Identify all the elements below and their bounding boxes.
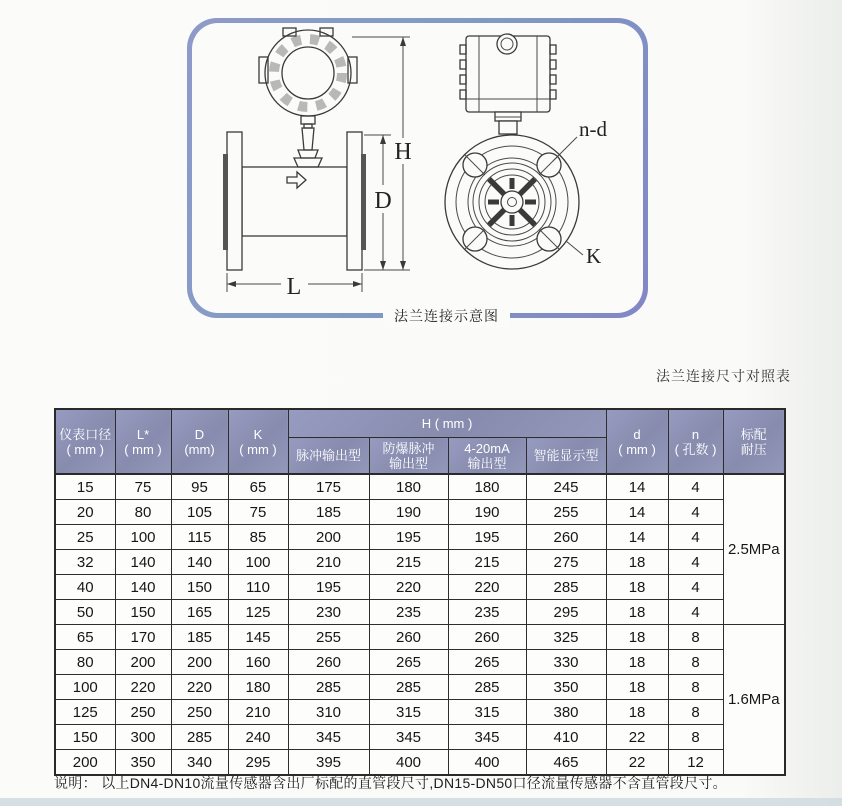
table-cell: 300 bbox=[115, 725, 171, 750]
table-cell: 8 bbox=[668, 650, 723, 675]
table-cell: 14 bbox=[606, 525, 668, 550]
table-row bbox=[55, 650, 785, 675]
table-cell: 145 bbox=[228, 625, 288, 650]
stem-foot-lower bbox=[294, 158, 322, 167]
table-cell: 315 bbox=[369, 700, 448, 725]
table-cell: 295 bbox=[228, 750, 288, 776]
col-header-D: D (mm) bbox=[171, 409, 228, 474]
table-cell: 80 bbox=[55, 650, 115, 675]
table-cell: 315 bbox=[448, 700, 526, 725]
table-cell: 200 bbox=[288, 525, 369, 550]
table-row bbox=[55, 700, 785, 725]
table-title: 法兰连接尺寸对照表 bbox=[656, 368, 791, 384]
table-cell: 160 bbox=[228, 650, 288, 675]
table-cell: 4 bbox=[668, 474, 723, 500]
table-cell: 18 bbox=[606, 650, 668, 675]
col-header-diameter: 仪表口径 ( mm ) bbox=[55, 409, 115, 474]
table-cell: 110 bbox=[228, 575, 288, 600]
table-cell: 65 bbox=[55, 625, 115, 650]
table-cell: 25 bbox=[55, 525, 115, 550]
table-cell: 410 bbox=[526, 725, 606, 750]
col-header-n: n ( 孔数 ) bbox=[668, 409, 723, 474]
table-cell: 180 bbox=[448, 474, 526, 500]
table-cell: 310 bbox=[288, 700, 369, 725]
diagram-caption: 法兰连接示意图 bbox=[383, 305, 510, 327]
table-cell: 12 bbox=[668, 750, 723, 776]
table-cell: 250 bbox=[115, 700, 171, 725]
dimension-label-H: H bbox=[394, 139, 412, 165]
table-cell: 4 bbox=[668, 550, 723, 575]
table-cell: 180 bbox=[228, 675, 288, 700]
table-cell: 18 bbox=[606, 675, 668, 700]
table-cell: 18 bbox=[606, 625, 668, 650]
table-cell: 325 bbox=[526, 625, 606, 650]
subcol-header-pulse: 脉冲输出型 bbox=[288, 438, 369, 475]
table-cell: 14 bbox=[606, 500, 668, 525]
table-row bbox=[55, 675, 785, 700]
table-cell: 195 bbox=[288, 575, 369, 600]
table-cell: 140 bbox=[171, 550, 228, 575]
table-cell: 100 bbox=[55, 675, 115, 700]
annotation-n-d bbox=[553, 117, 607, 161]
table-cell: 150 bbox=[171, 575, 228, 600]
housing-rib bbox=[460, 90, 466, 99]
table-cell: 340 bbox=[171, 750, 228, 776]
table-header bbox=[55, 409, 785, 474]
table-cell: 260 bbox=[369, 625, 448, 650]
neck-stem bbox=[499, 121, 517, 134]
table-row bbox=[55, 600, 785, 625]
table-cell: 85 bbox=[228, 525, 288, 550]
table-cell: 15 bbox=[55, 474, 115, 500]
table-cell: 260 bbox=[288, 650, 369, 675]
scan-edge-strip bbox=[0, 798, 842, 806]
table-cell: 8 bbox=[668, 700, 723, 725]
table-cell: 220 bbox=[369, 575, 448, 600]
table-cell: 400 bbox=[369, 750, 448, 776]
stem-taper bbox=[302, 128, 314, 150]
table-cell: 20 bbox=[55, 500, 115, 525]
table-cell: 265 bbox=[369, 650, 448, 675]
table-cell: 220 bbox=[115, 675, 171, 700]
table-cell: 175 bbox=[288, 474, 369, 500]
table-cell: 8 bbox=[668, 675, 723, 700]
label-n-d: n-d bbox=[579, 117, 607, 141]
table-cell: 65 bbox=[228, 474, 288, 500]
table-cell: 265 bbox=[448, 650, 526, 675]
annotation-K bbox=[566, 241, 601, 268]
pressure-cell: 2.5MPa bbox=[723, 474, 785, 625]
table-cell: 330 bbox=[526, 650, 606, 675]
table-cell: 235 bbox=[369, 600, 448, 625]
housing-rib bbox=[460, 60, 466, 69]
table-cell: 200 bbox=[171, 650, 228, 675]
table-cell: 230 bbox=[288, 600, 369, 625]
col-header-L: L* ( mm ) bbox=[115, 409, 171, 474]
table-cell: 140 bbox=[115, 550, 171, 575]
table-cell: 220 bbox=[171, 675, 228, 700]
table-cell: 380 bbox=[526, 700, 606, 725]
table-cell: 40 bbox=[55, 575, 115, 600]
housing-rib bbox=[460, 75, 466, 84]
table-cell: 4 bbox=[668, 525, 723, 550]
table-cell: 195 bbox=[369, 525, 448, 550]
pressure-cell: 1.6MPa bbox=[723, 625, 785, 776]
table-body bbox=[55, 474, 785, 775]
table-row bbox=[55, 575, 785, 600]
table-cell: 150 bbox=[55, 725, 115, 750]
table-cell: 240 bbox=[228, 725, 288, 750]
table-row bbox=[55, 750, 785, 776]
table-cell: 285 bbox=[448, 675, 526, 700]
table-cell: 125 bbox=[228, 600, 288, 625]
flange-face-left bbox=[223, 154, 228, 250]
dimension-label-L: L bbox=[286, 274, 302, 300]
table-cell: 260 bbox=[526, 525, 606, 550]
table-cell: 18 bbox=[606, 700, 668, 725]
table-cell: 350 bbox=[115, 750, 171, 776]
table-cell: 285 bbox=[526, 575, 606, 600]
table-row bbox=[55, 474, 785, 500]
table-cell: 210 bbox=[288, 550, 369, 575]
table-cell: 80 bbox=[115, 500, 171, 525]
table-cell: 275 bbox=[526, 550, 606, 575]
meter-head-ribs bbox=[274, 39, 342, 107]
stem-foot-upper bbox=[298, 150, 318, 158]
dimension-D bbox=[364, 135, 395, 270]
table-cell: 215 bbox=[448, 550, 526, 575]
table-cell: 465 bbox=[526, 750, 606, 776]
meter-head-window bbox=[282, 47, 334, 99]
table-cell: 75 bbox=[228, 500, 288, 525]
table-cell: 140 bbox=[115, 575, 171, 600]
table-row bbox=[55, 525, 785, 550]
table-cell: 260 bbox=[448, 625, 526, 650]
table-cell: 350 bbox=[526, 675, 606, 700]
table-cell: 185 bbox=[288, 500, 369, 525]
table-cell: 190 bbox=[369, 500, 448, 525]
table-cell: 255 bbox=[526, 500, 606, 525]
table-cell: 295 bbox=[526, 600, 606, 625]
housing-rib bbox=[460, 45, 466, 54]
flange-connection-diagram bbox=[187, 18, 648, 318]
flange-face-right bbox=[361, 154, 366, 250]
flowmeter-side-view bbox=[223, 28, 415, 300]
table-cell: 32 bbox=[55, 550, 115, 575]
col-header-H-group: H ( mm ) bbox=[288, 409, 606, 438]
table-cell: 195 bbox=[448, 525, 526, 550]
table-cell: 4 bbox=[668, 600, 723, 625]
table-cell: 220 bbox=[448, 575, 526, 600]
table-cell: 345 bbox=[448, 725, 526, 750]
table-cell: 180 bbox=[369, 474, 448, 500]
table-row bbox=[55, 550, 785, 575]
table-cell: 185 bbox=[171, 625, 228, 650]
table-cell: 285 bbox=[369, 675, 448, 700]
table-cell: 18 bbox=[606, 600, 668, 625]
table-cell: 250 bbox=[171, 700, 228, 725]
housing-rib bbox=[550, 60, 556, 69]
turbine-rotor bbox=[488, 178, 536, 226]
table-cell: 14 bbox=[606, 474, 668, 500]
flange-dimension-table bbox=[54, 408, 786, 776]
footnote: 说明： 以上DN4-DN10流量传感器含出厂标配的直管段尺寸,DN15-DN50口径流量传感器不含直管段尺寸。 bbox=[54, 775, 727, 791]
col-header-K: K ( mm ) bbox=[228, 409, 288, 474]
housing-rib bbox=[550, 75, 556, 84]
table-cell: 18 bbox=[606, 575, 668, 600]
table-cell: 345 bbox=[369, 725, 448, 750]
table-row bbox=[55, 725, 785, 750]
subcol-header-exproof: 防爆脉冲 输出型 bbox=[369, 438, 448, 475]
table-cell: 285 bbox=[288, 675, 369, 700]
housing-rib bbox=[550, 90, 556, 99]
dimension-L bbox=[227, 272, 362, 300]
table-cell: 285 bbox=[171, 725, 228, 750]
table-cell: 210 bbox=[228, 700, 288, 725]
table-row bbox=[55, 625, 785, 650]
housing-rib bbox=[550, 45, 556, 54]
table-cell: 190 bbox=[448, 500, 526, 525]
table-cell: 245 bbox=[526, 474, 606, 500]
table-cell: 150 bbox=[115, 600, 171, 625]
table-cell: 345 bbox=[288, 725, 369, 750]
flange-left bbox=[227, 132, 242, 270]
dimension-label-D: D bbox=[374, 188, 392, 214]
table-cell: 125 bbox=[55, 700, 115, 725]
table-cell: 100 bbox=[228, 550, 288, 575]
table-cell: 165 bbox=[171, 600, 228, 625]
table-cell: 200 bbox=[115, 650, 171, 675]
table-cell: 395 bbox=[288, 750, 369, 776]
table-cell: 22 bbox=[606, 750, 668, 776]
table-cell: 170 bbox=[115, 625, 171, 650]
table-row bbox=[55, 500, 785, 525]
table-cell: 22 bbox=[606, 725, 668, 750]
table-cell: 18 bbox=[606, 550, 668, 575]
table-cell: 105 bbox=[171, 500, 228, 525]
label-K: K bbox=[586, 244, 602, 268]
stem-collar bbox=[301, 116, 315, 124]
flowmeter-front-view bbox=[445, 34, 607, 269]
col-header-pressure: 标配 耐压 bbox=[723, 409, 785, 474]
table-cell: 235 bbox=[448, 600, 526, 625]
table-cell: 115 bbox=[171, 525, 228, 550]
table-cell: 200 bbox=[55, 750, 115, 776]
table-cell: 50 bbox=[55, 600, 115, 625]
col-header-d: d ( mm ) bbox=[606, 409, 668, 474]
table-cell: 8 bbox=[668, 725, 723, 750]
table-cell: 4 bbox=[668, 575, 723, 600]
meter-head-outer bbox=[265, 30, 351, 116]
table-cell: 75 bbox=[115, 474, 171, 500]
flow-direction-arrow bbox=[287, 172, 306, 188]
conduit-port bbox=[497, 34, 517, 54]
table-cell: 100 bbox=[115, 525, 171, 550]
subcol-header-420ma: 4-20mA 输出型 bbox=[448, 438, 526, 475]
table-cell: 4 bbox=[668, 500, 723, 525]
table-cell: 215 bbox=[369, 550, 448, 575]
table-cell: 255 bbox=[288, 625, 369, 650]
table-cell: 400 bbox=[448, 750, 526, 776]
subcol-header-smart: 智能显示型 bbox=[526, 438, 606, 475]
table-cell: 95 bbox=[171, 474, 228, 500]
table-cell: 8 bbox=[668, 625, 723, 650]
flange-right bbox=[347, 132, 362, 270]
